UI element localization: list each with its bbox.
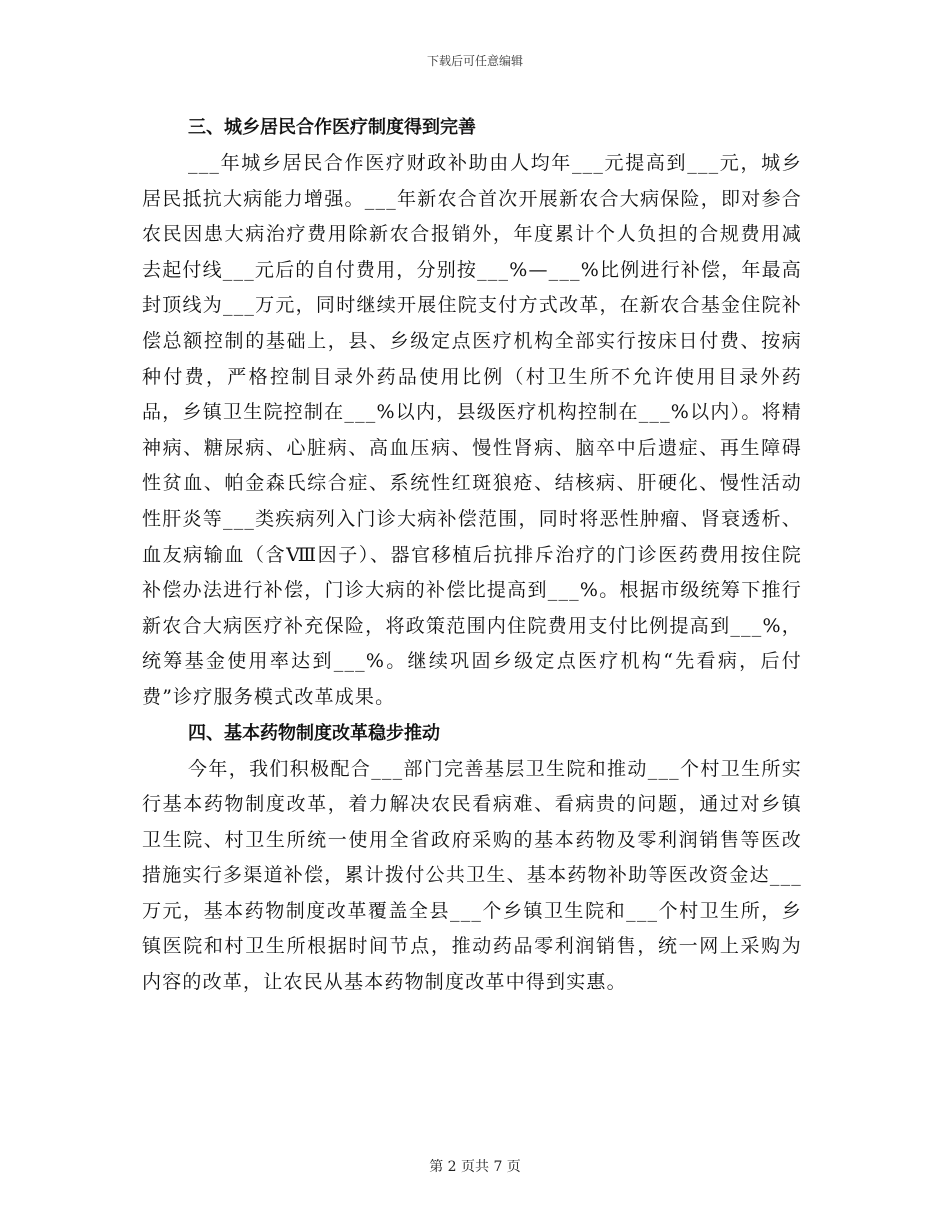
section-paragraph-3: ___年城乡居民合作医疗财政补助由人均年___元提高到___元，城乡居民抵抗大病能力增强。___年新农合首次开展新农合大病保险，即对参合农民因患大病治疗费用除新农合报销外，年度累计个人负担的合规费用减去起付线___元后的自付费用，分别按___%—___%比例进行补偿，年最高封顶线为___万元，同时继续开展住院支付方式改革，在新农合基金住院补偿总额控制的基础上，县、乡级定点医疗机构全部实行按床日付费、按病种付费，严格控制目录外药品使用比例（村卫生所不允许使用目录外药品，乡镇卫生院控制在___%以内，县级医疗机构控制在___%以内）。将精神病、糖尿病、心脏病、高血压病、慢性肾病、脑卒中后遗症、再生障碍性贫血、帕金森氏综合症、系统性红斑狼疮、结核病、肝硬化、慢性活动性肝炎等___类疾病列入门诊大病补偿范围，同时将恶性肿瘤、肾衰透析、血友病输血（含Ⅷ因子）、器官移植后抗排斥治疗的门诊医药费用按住院补偿办法进行补偿，门诊大病的补偿比提高到___%。根据市级统筹下推行新农合大病医疗补充保险，将政策范围内住院费用支付比例提高到___%，统筹基金使用率达到___%。继续巩固乡级定点医疗机构“先看病，后付费”诊疗服务模式改革成果。 bbox=[142, 152, 803, 708]
section-heading-4: 四、基本药物制度改革稳步推动 bbox=[188, 722, 440, 744]
section-heading-3: 三、城乡居民合作医疗制度得到完善 bbox=[188, 117, 476, 138]
page-header-caption: 下载后可任意编辑 bbox=[426, 54, 523, 68]
document-body bbox=[142, 110, 802, 1001]
section-paragraph-4: 今年，我们积极配合___部门完善基层卫生院和推动___个村卫生所实行基本药物制度改革，着力解决农民看病难、看病贵的问题，通过对乡镇卫生院、村卫生所统一使用全省政府采购的基本药物及零利润销售等医改措施实行多渠道补偿，累计拨付公共卫生、基本药物补助等医改资金达___万元，基本药物制度改革覆盖全县___个乡镇卫生院和___个村卫生所，乡镇医院和村卫生所根据时间节点，推动药品零利润销售，统一网上采购为内容的改革，让农民从基本药物制度改革中得到实惠。 bbox=[142, 757, 802, 994]
page-number: 第 2 页共 7 页 bbox=[429, 1159, 521, 1175]
